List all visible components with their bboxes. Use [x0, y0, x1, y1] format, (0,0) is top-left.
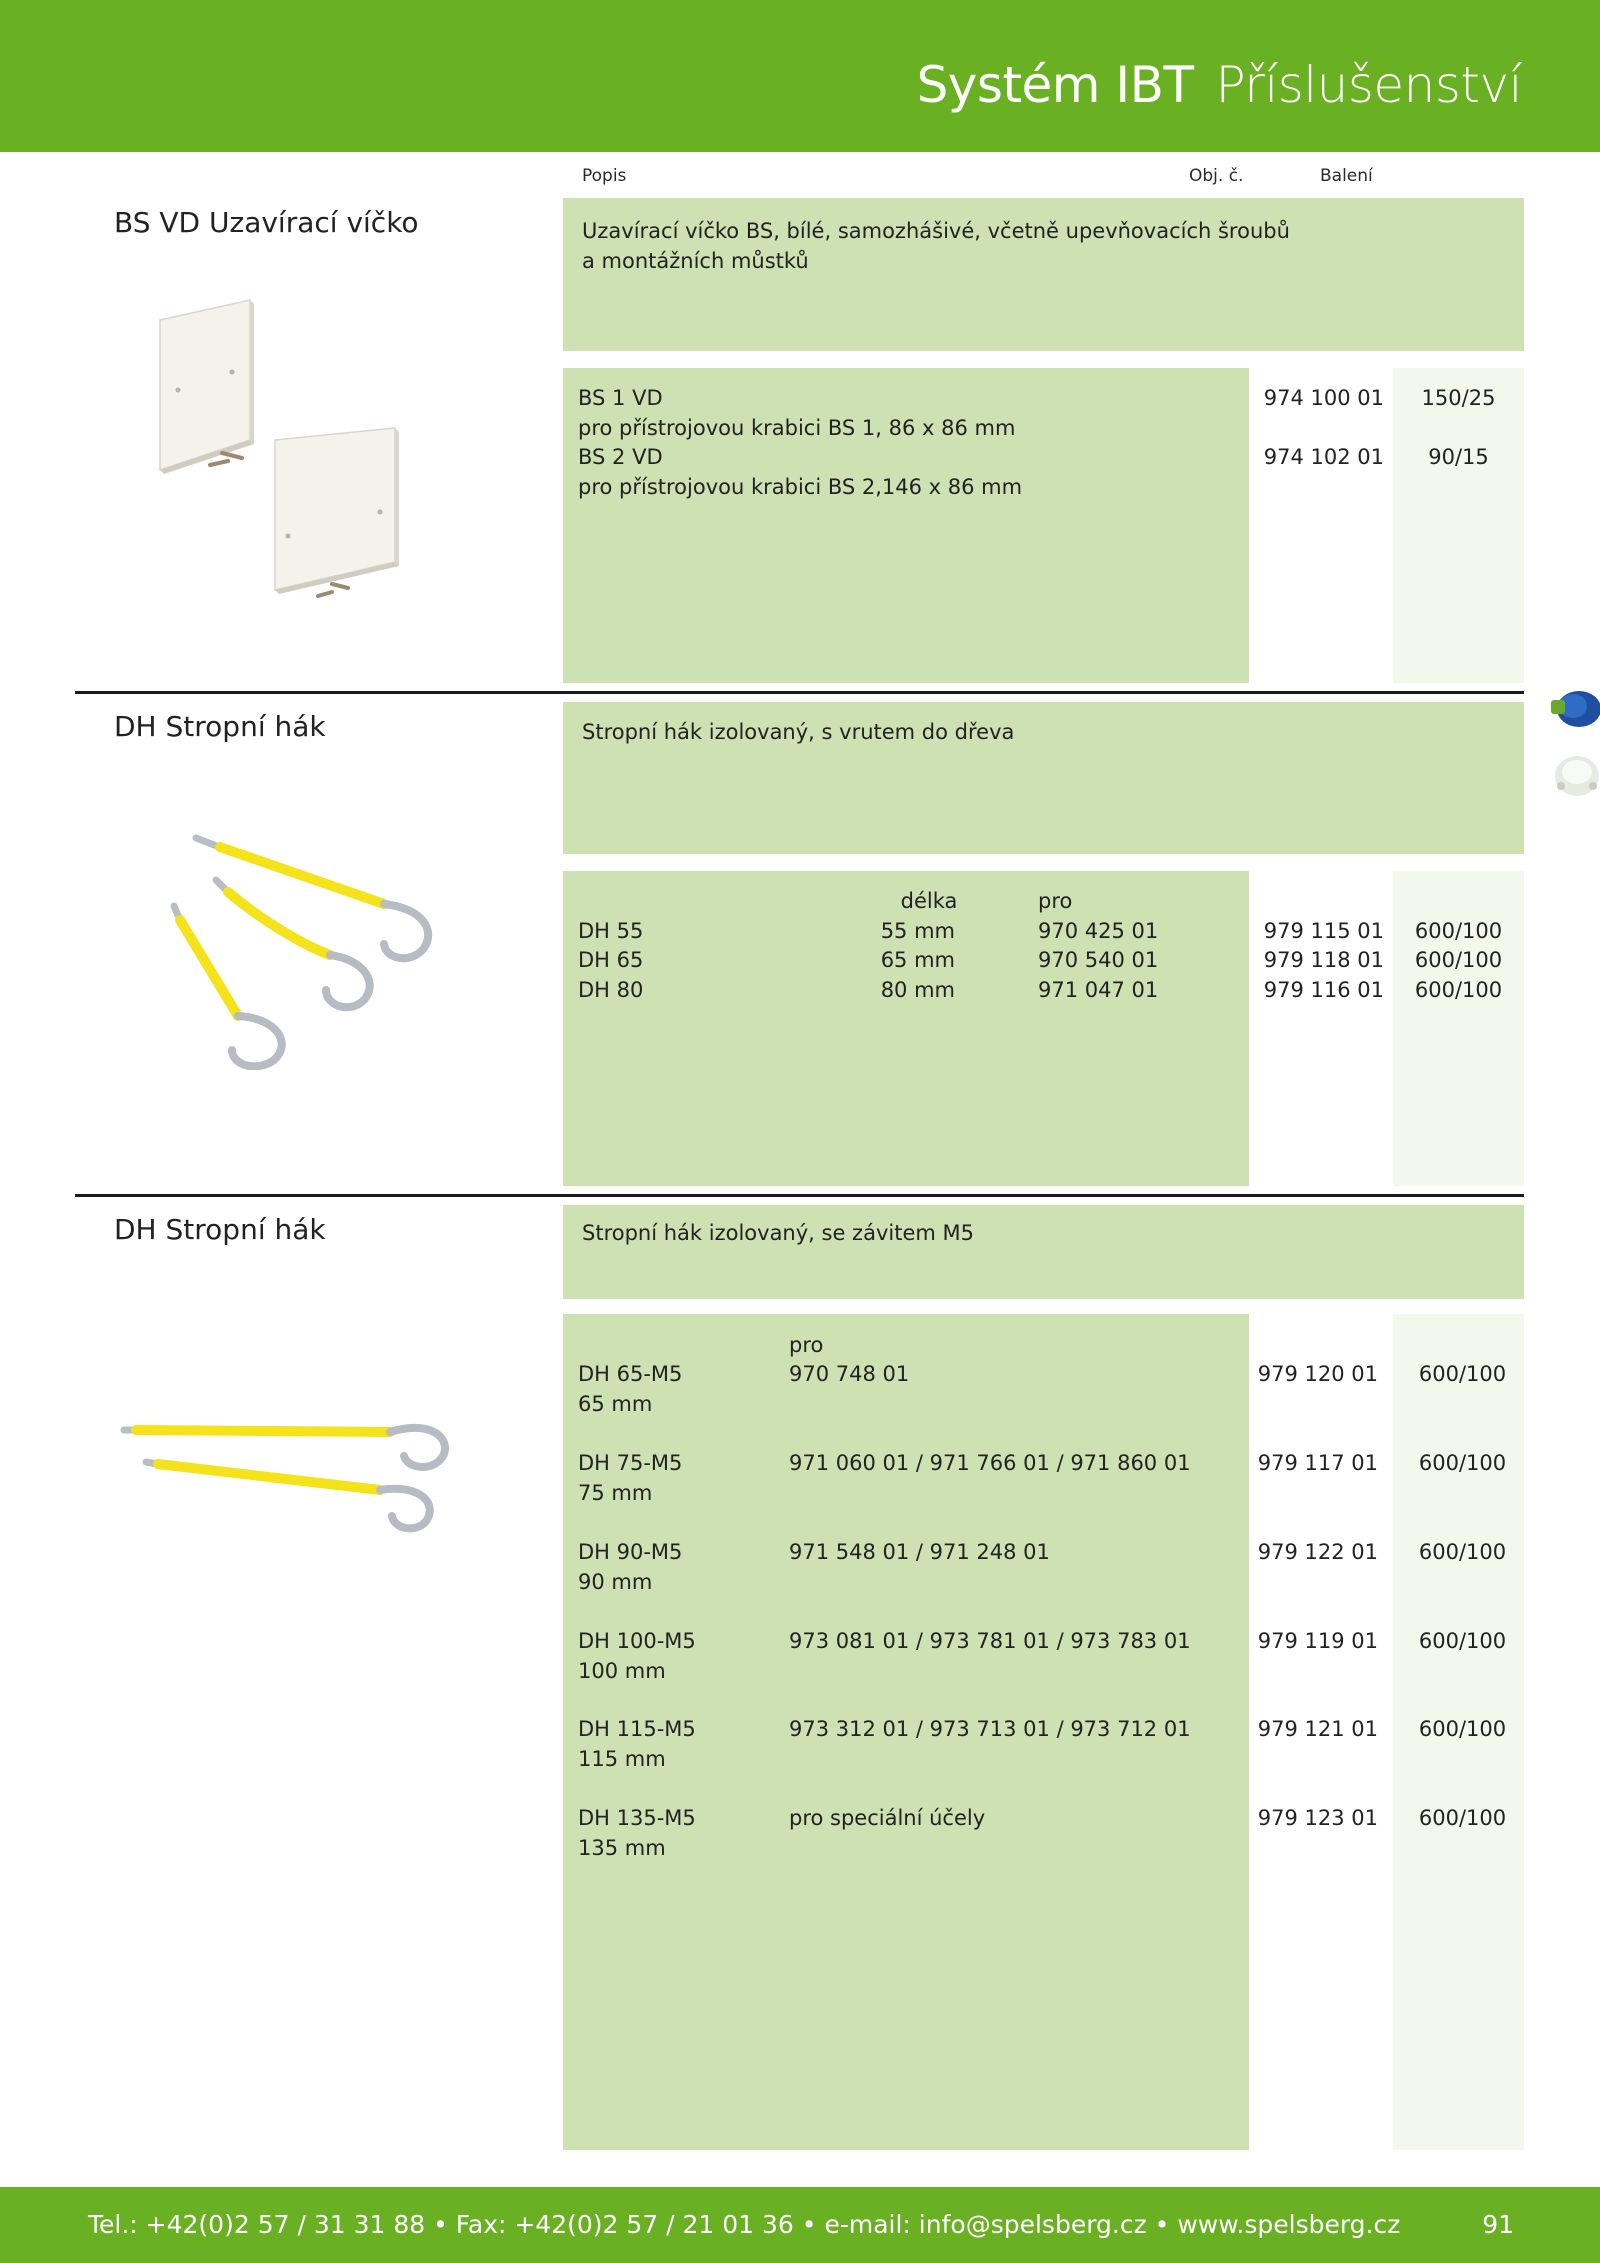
item-obj-number: 974 100 01 — [1263, 386, 1384, 410]
item-name: BS 2 VD — [578, 445, 663, 469]
section1-description-line2: a montážních můstků — [582, 249, 809, 273]
item-obj-number: 979 121 01 — [1257, 1717, 1378, 1741]
page-header — [0, 0, 1600, 152]
item-obj-number: 979 116 01 — [1263, 978, 1384, 1002]
side-thumb-white-icon — [1549, 752, 1600, 800]
item-baleni: 600/100 — [1414, 919, 1503, 943]
column-header-popis: Popis — [582, 166, 627, 186]
hook-short — [174, 906, 282, 1066]
item-length: 100 mm — [578, 1659, 666, 1683]
section-title-dh-stropni-hak-m5: DH Stropní hák — [114, 1213, 326, 1246]
item-length: 75 mm — [578, 1481, 653, 1505]
item-obj-number: 979 120 01 — [1257, 1362, 1378, 1386]
screws-lower — [318, 584, 348, 596]
item-name: DH 80 — [578, 978, 644, 1002]
item-obj-number: 974 102 01 — [1263, 445, 1384, 469]
item-obj-number: 979 115 01 — [1263, 919, 1384, 943]
section2-header-pro: pro — [1038, 889, 1073, 913]
item-pro: pro speciální účely — [789, 1806, 986, 1830]
header-category: Příslušenství — [1215, 56, 1522, 114]
item-baleni: 150/25 — [1421, 386, 1496, 410]
section3-description: Stropní hák izolovaný, se závitem M5 — [582, 1221, 974, 1245]
item-name: DH 75-M5 — [578, 1451, 683, 1475]
section2-description: Stropní hák izolovaný, s vrutem do dřeva — [582, 720, 1015, 744]
item-length: 115 mm — [578, 1747, 666, 1771]
section3-header-pro: pro — [789, 1333, 824, 1357]
item-obj-number: 979 122 01 — [1257, 1540, 1378, 1564]
item-name: DH 55 — [578, 919, 644, 943]
item-detail: pro přístrojovou krabici BS 2,146 x 86 mm — [578, 475, 1023, 499]
item-obj-number: 979 118 01 — [1263, 948, 1384, 972]
item-name: DH 100-M5 — [578, 1629, 696, 1653]
section1-baleni-column — [1393, 368, 1524, 683]
column-header-baleni: Balení — [1320, 166, 1373, 186]
item-pro: 970 425 01 — [1038, 919, 1159, 943]
wood-screw-hooks-illustration — [160, 820, 450, 1070]
item-name: DH 90-M5 — [578, 1540, 683, 1564]
item-name: DH 135-M5 — [578, 1806, 696, 1830]
item-length: 135 mm — [578, 1836, 666, 1860]
item-baleni: 600/100 — [1418, 1629, 1507, 1653]
side-thumb-blue-icon — [1549, 686, 1600, 732]
item-pro: 970 748 01 — [789, 1362, 910, 1386]
item-baleni: 600/100 — [1418, 1540, 1507, 1564]
item-pro: 973 312 01 / 973 713 01 / 973 712 01 — [789, 1717, 1191, 1741]
item-length: 90 mm — [578, 1570, 653, 1594]
item-pro: 971 047 01 — [1038, 978, 1159, 1002]
item-obj-number: 979 123 01 — [1257, 1806, 1378, 1830]
hook-m5-lower — [146, 1462, 430, 1528]
item-pro: 970 540 01 — [1038, 948, 1159, 972]
item-pro: 973 081 01 / 973 781 01 / 973 783 01 — [789, 1629, 1191, 1653]
item-baleni: 600/100 — [1418, 1806, 1507, 1830]
item-pro: 971 548 01 / 971 248 01 — [789, 1540, 1050, 1564]
item-length: 65 mm — [578, 1392, 653, 1416]
section1-description-line1: Uzavírací víčko BS, bílé, samozhášivé, včetně upevňovacích šroubů — [582, 219, 1290, 243]
cover-plate-small — [275, 428, 399, 594]
item-length: 65 mm — [880, 948, 955, 972]
item-baleni: 600/100 — [1418, 1451, 1507, 1475]
item-baleni: 600/100 — [1418, 1362, 1507, 1386]
m5-thread-hooks-illustration — [118, 1400, 458, 1540]
page-footer — [0, 2187, 1600, 2263]
item-baleni: 90/15 — [1428, 445, 1489, 469]
section-divider — [75, 1194, 1524, 1197]
section-title-dh-stropni-hak: DH Stropní hák — [114, 710, 326, 743]
item-obj-number: 979 119 01 — [1257, 1629, 1378, 1653]
item-name: DH 115-M5 — [578, 1717, 696, 1741]
item-length: 55 mm — [880, 919, 955, 943]
column-header-obj: Obj. č. — [1189, 166, 1244, 186]
item-name: DH 65 — [578, 948, 644, 972]
cover-plate-illustration — [150, 290, 410, 610]
item-baleni: 600/100 — [1414, 948, 1503, 972]
item-name: BS 1 VD — [578, 386, 663, 410]
section2-header-delka: délka — [900, 889, 958, 913]
header-title — [917, 56, 1522, 114]
hook-medium — [216, 880, 370, 1007]
cover-plate-large — [160, 300, 254, 474]
item-name: DH 65-M5 — [578, 1362, 683, 1386]
item-baleni: 600/100 — [1414, 978, 1503, 1002]
item-length: 80 mm — [880, 978, 955, 1002]
item-obj-number: 979 117 01 — [1257, 1451, 1378, 1475]
item-detail: pro přístrojovou krabici BS 1, 86 x 86 mm — [578, 416, 1016, 440]
page-number: 91 — [1482, 2210, 1514, 2239]
section-divider — [75, 691, 1524, 694]
section-title-bs-vd: BS VD Uzavírací víčko — [114, 206, 419, 239]
header-system: Systém IBT — [916, 56, 1194, 114]
footer-contact: Tel.: +42(0)2 57 / 31 31 88 • Fax: +42(0)2 57 / 21 01 36 • e-mail: info@spelsberg.cz • www.spelsberg.cz — [88, 2210, 1401, 2239]
item-baleni: 600/100 — [1418, 1717, 1507, 1741]
item-pro: 971 060 01 / 971 766 01 / 971 860 01 — [789, 1451, 1191, 1475]
